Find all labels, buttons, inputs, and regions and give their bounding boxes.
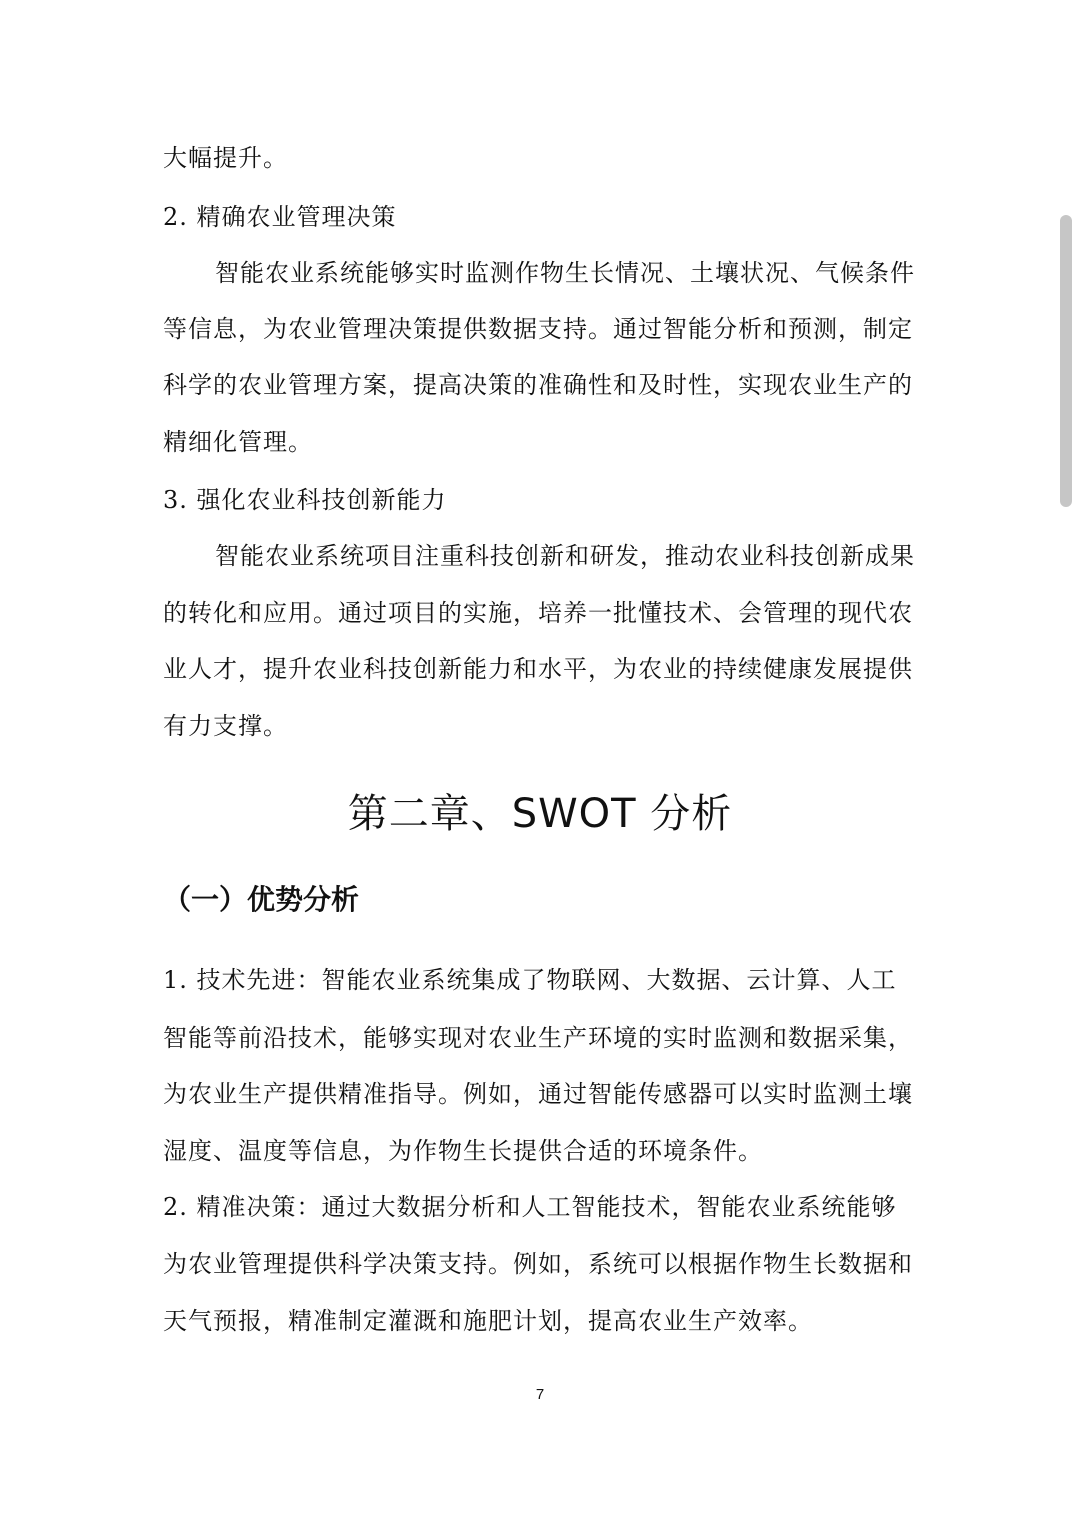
paragraph-line: 智能农业系统项目注重科技创新和研发，推动农业科技创新成果	[215, 542, 915, 570]
paragraph-line: 精细化管理。	[163, 428, 313, 456]
chapter-title: 第二章、SWOT 分析	[347, 791, 733, 837]
paragraph-line: 2. 精准决策：通过大数据分析和人工智能技术，智能农业系统能够	[163, 1193, 897, 1221]
paragraph-line: 的转化和应用。通过项目的实施，培养一批懂技术、会管理的现代农	[163, 599, 913, 627]
paragraph-line: 有力支撑。	[163, 712, 288, 740]
paragraph-line: 大幅提升。	[163, 144, 288, 172]
list-item-heading: 2. 精确农业管理决策	[163, 203, 397, 231]
paragraph-line: 智能农业系统能够实时监测作物生长情况、土壤状况、气候条件	[215, 259, 915, 287]
scrollbar-thumb[interactable]	[1060, 215, 1072, 507]
paragraph-line: 等信息，为农业管理决策提供数据支持。通过智能分析和预测，制定	[163, 315, 913, 343]
paragraph-line: 智能等前沿技术，能够实现对农业生产环境的实时监测和数据采集，	[163, 1024, 913, 1052]
paragraph-line: 科学的农业管理方案，提高决策的准确性和及时性，实现农业生产的	[163, 371, 913, 399]
paragraph-line: 为农业管理提供科学决策支持。例如，系统可以根据作物生长数据和	[163, 1250, 913, 1278]
list-item-heading: 3. 强化农业科技创新能力	[163, 486, 447, 514]
paragraph-line: 天气预报，精准制定灌溉和施肥计划，提高农业生产效率。	[163, 1307, 813, 1335]
section-heading: （一）优势分析	[163, 883, 360, 916]
page-number: 7	[535, 1386, 545, 1403]
paragraph-line: 为农业生产提供精准指导。例如，通过智能传感器可以实时监测土壤	[163, 1080, 913, 1108]
paragraph-line: 湿度、温度等信息，为作物生长提供合适的环境条件。	[163, 1137, 763, 1165]
paragraph-line: 1. 技术先进：智能农业系统集成了物联网、大数据、云计算、人工	[163, 966, 897, 994]
paragraph-line: 业人才，提升农业科技创新能力和水平，为农业的持续健康发展提供	[163, 655, 913, 683]
vertical-scrollbar[interactable]	[1060, 215, 1074, 507]
